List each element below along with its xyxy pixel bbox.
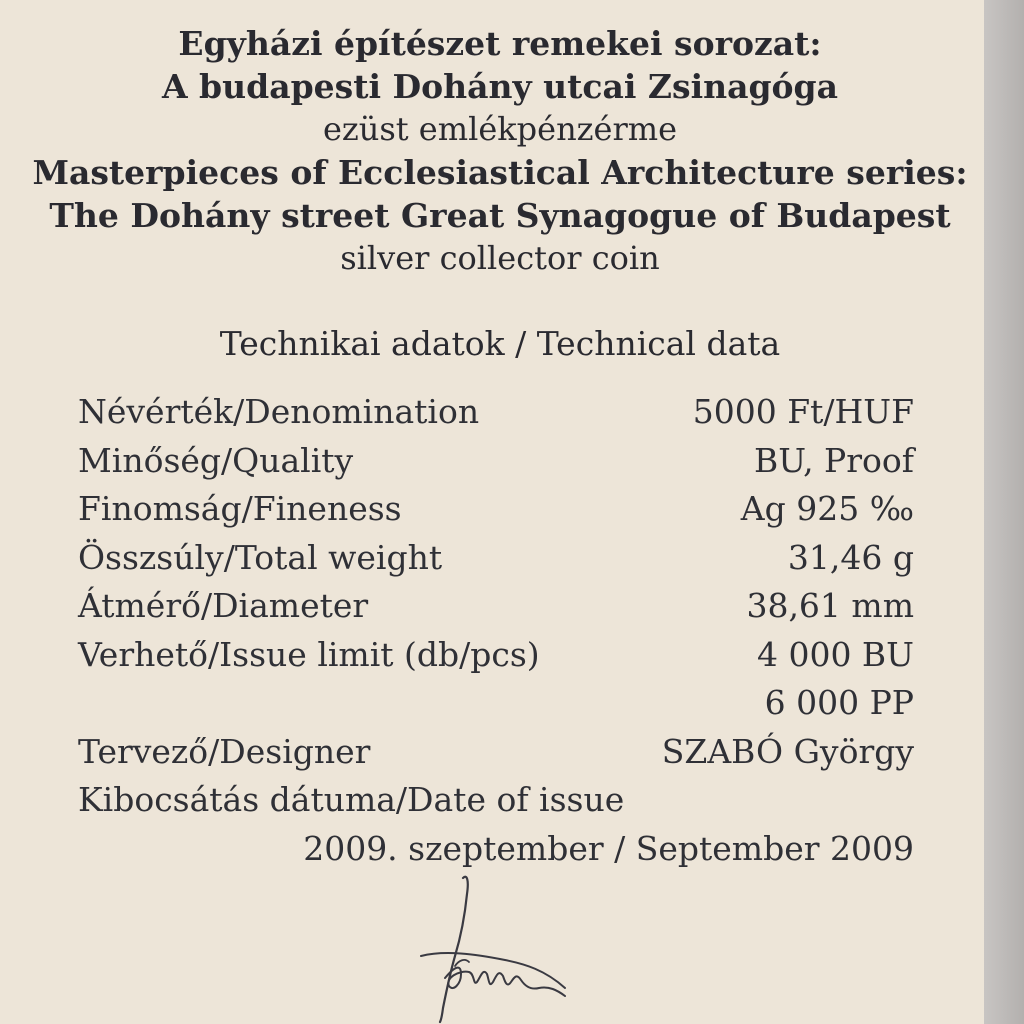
row-label: Verhető/Issue limit (db/pcs) <box>78 634 540 674</box>
row-label: Összsúly/Total weight <box>78 537 443 577</box>
en-title-heading: The Dohány street Great Synagogue of Budapest <box>49 196 951 235</box>
row-label: Tervező/Designer <box>78 731 371 771</box>
row-label: Finomság/Fineness <box>78 489 402 528</box>
row-value: 31,46 g <box>787 537 914 577</box>
en-series-heading: Masterpieces of Ecclesiastical Architecture series: <box>32 153 968 192</box>
table-row <box>78 582 914 631</box>
table-row <box>78 679 914 728</box>
table-row <box>78 388 914 437</box>
hu-series-heading: Egyházi építészet remekei sorozat: <box>178 24 822 63</box>
row-label: Minőség/Quality <box>78 440 354 480</box>
table-row <box>78 534 914 583</box>
hu-subtitle: ezüst emlékpénzérme <box>322 110 678 148</box>
technical-data-title: Technikai adatok / Technical data <box>219 324 781 363</box>
row-value: Ag 925 ‰ <box>740 489 914 528</box>
table-row <box>78 776 914 825</box>
row-value: 5000 Ft/HUF <box>692 392 914 431</box>
hu-title-heading: A budapesti Dohány utcai Zsinagóga <box>161 67 839 106</box>
row-value: 2009. szeptember / September 2009 <box>303 828 914 868</box>
en-subtitle: silver collector coin <box>340 239 660 277</box>
scan-edge <box>984 0 1024 1024</box>
table-row <box>78 825 914 874</box>
table-row <box>78 437 914 486</box>
table-row <box>78 631 914 680</box>
row-value: SZABÓ György <box>661 731 914 771</box>
signature-icon <box>415 870 585 1024</box>
row-value: 38,61 mm <box>746 586 914 625</box>
header <box>0 22 1000 280</box>
row-value: 4 000 BU <box>756 634 914 674</box>
row-value: 6 000 PP <box>764 683 914 722</box>
row-value: BU, Proof <box>754 440 914 480</box>
table-row <box>78 728 914 777</box>
row-label: Névérték/Denomination <box>78 392 480 431</box>
row-label: Átmérő/Diameter <box>78 586 369 625</box>
row-label: Kibocsátás dátuma/Date of issue <box>78 780 625 819</box>
technical-data-table <box>78 388 914 873</box>
table-row <box>78 485 914 534</box>
